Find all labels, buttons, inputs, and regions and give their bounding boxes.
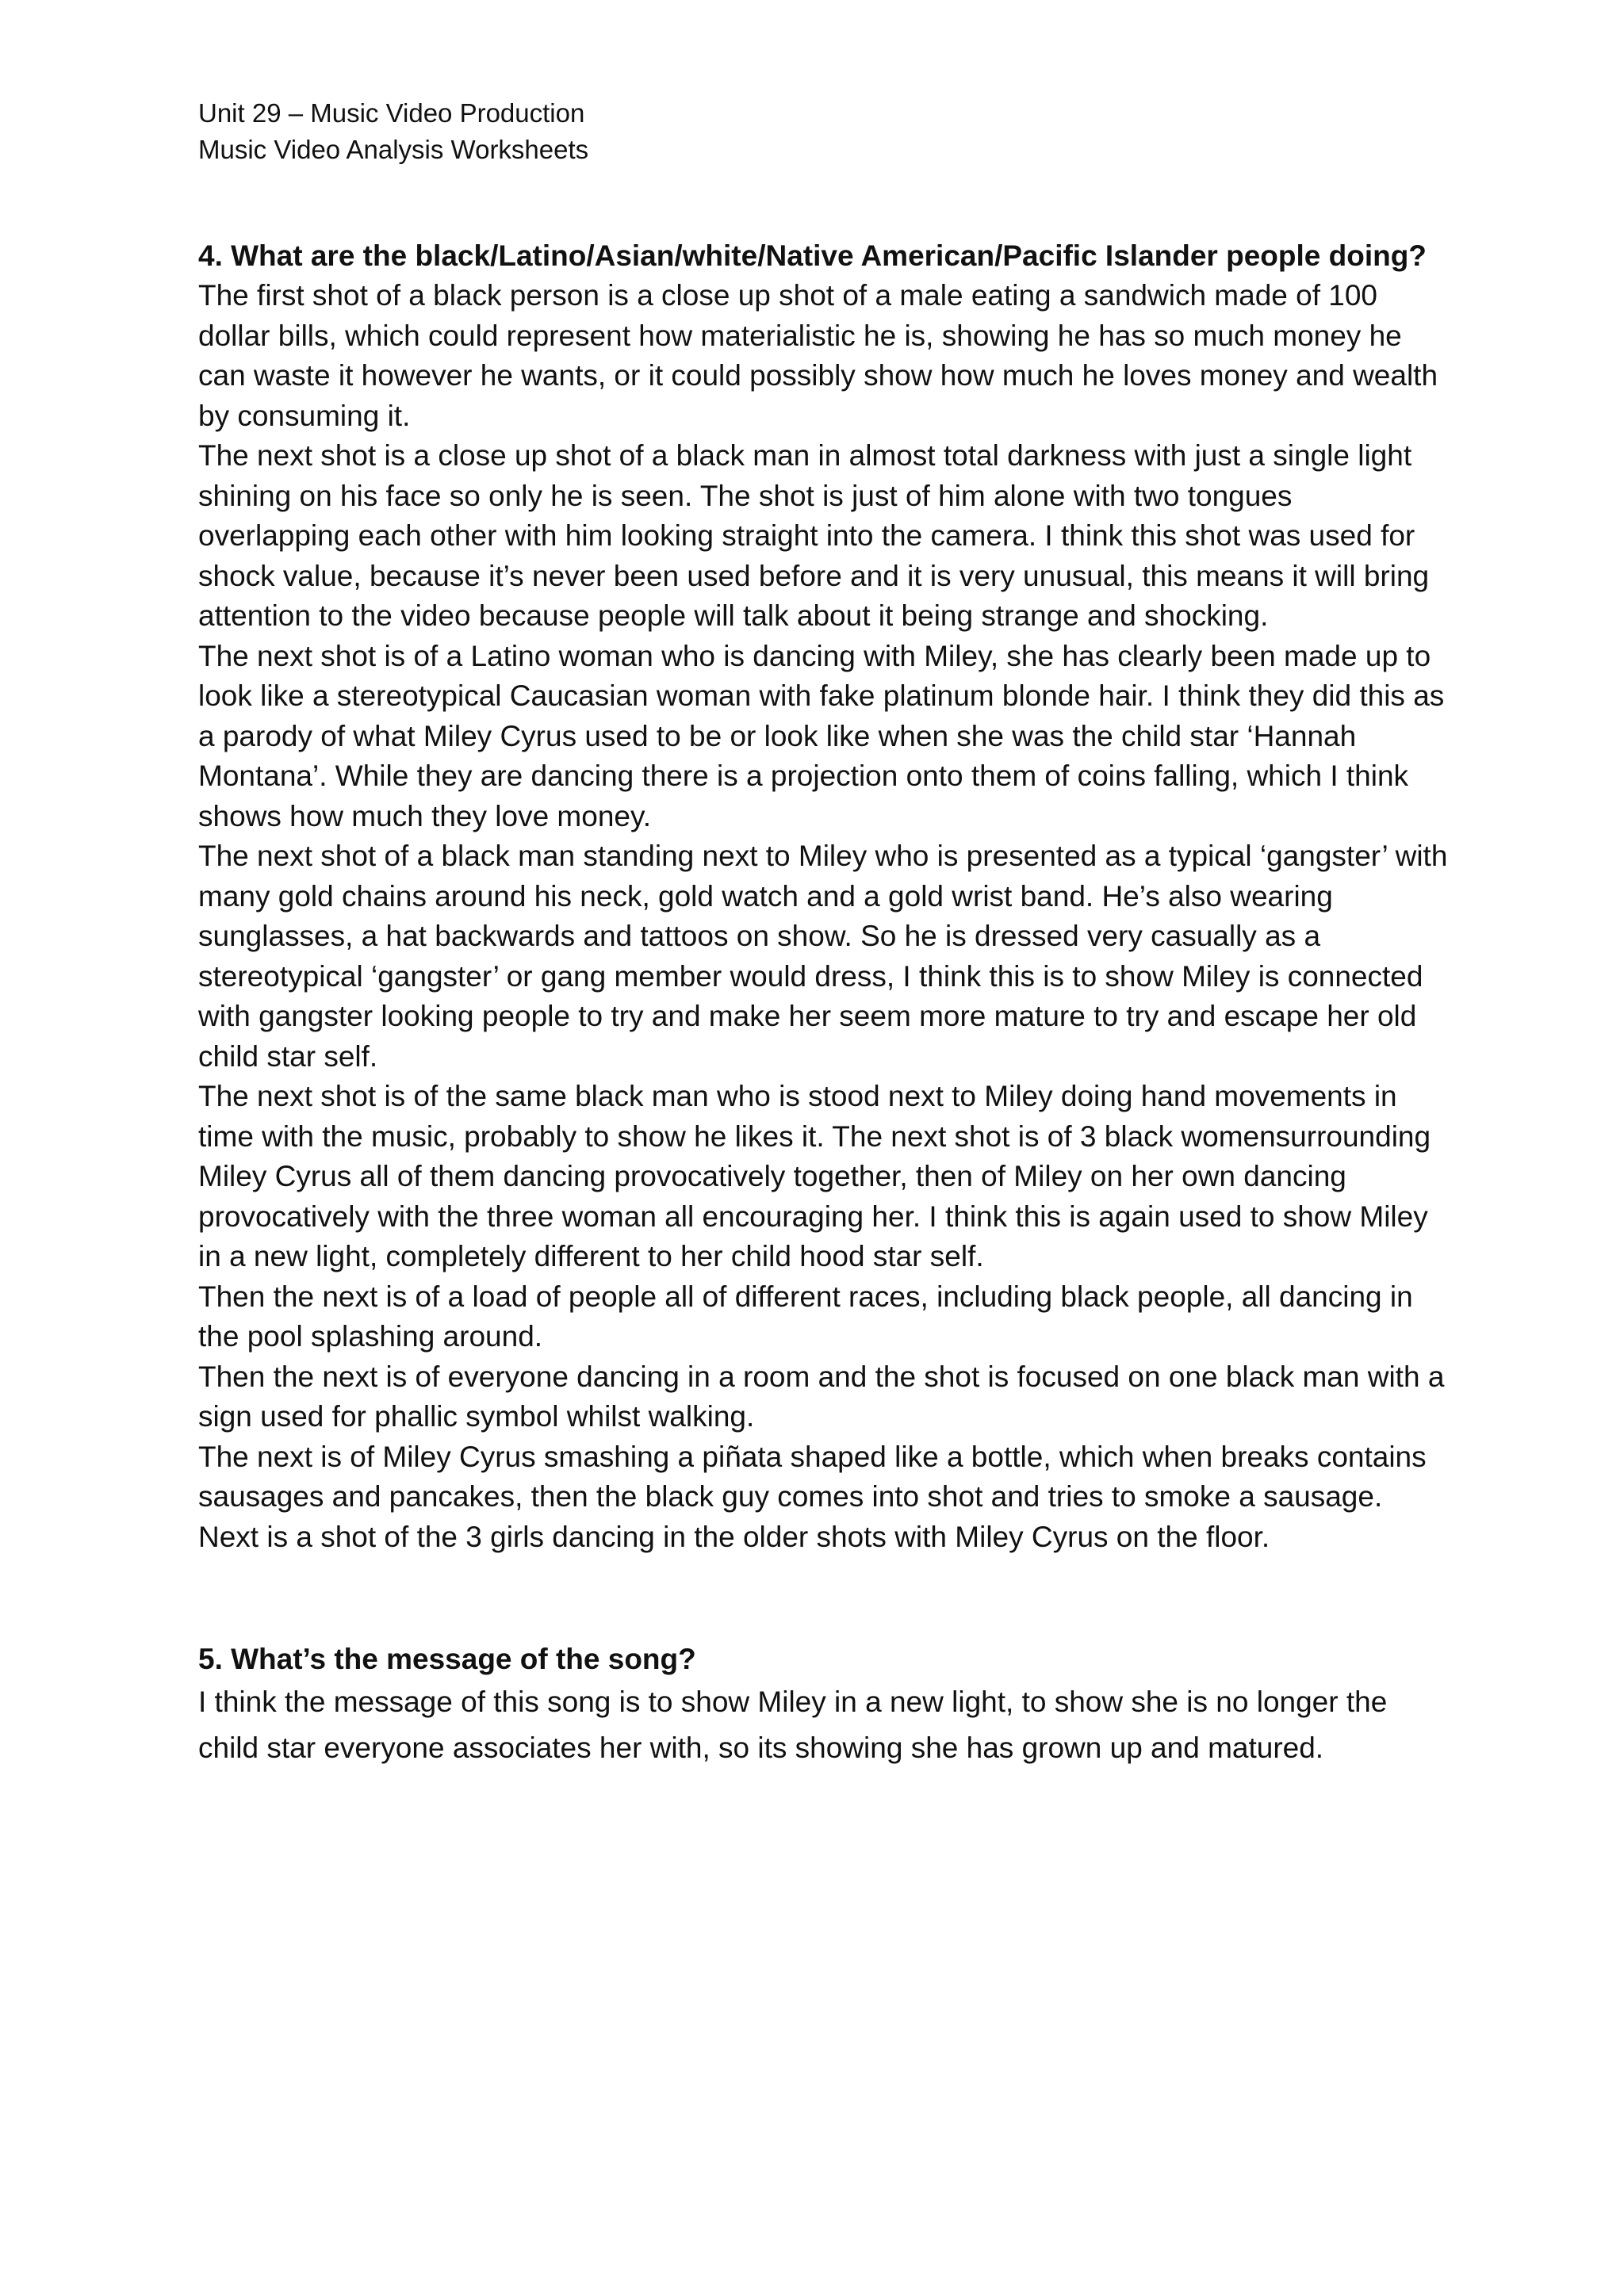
document-header: [198, 95, 1435, 168]
unit-title: Unit 29 – Music Video Production: [198, 98, 585, 128]
document-body: [198, 236, 1451, 1771]
q5-answer: I think the message of this song is to show Miley in a new light, to show she is no longer the child star everyone associates her with, so its showing she has grown up and matured.: [198, 1686, 1388, 1764]
section-spacer: [198, 1557, 1451, 1640]
question-4-section: [198, 236, 1451, 1557]
q4-paragraph-6: Then the next is of a load of people all of different races, including black people, all dancing in the pool splashing around.: [198, 1280, 1413, 1353]
question-4-heading: 4. What are the black/Latino/Asian/white/Native American/Pacific Islander people doing?: [198, 239, 1427, 272]
q4-paragraph-7: Then the next is of everyone dancing in a room and the shot is focused on one black man with a sign used for phallic symbol whilst walking.: [198, 1360, 1445, 1433]
worksheet-title: Music Video Analysis Worksheets: [198, 135, 589, 164]
q4-paragraph-5: The next shot is of the same black man who is stood next to Miley doing hand movements in time with the music, probably to show he likes it. The next shot is of 3 black womensurrounding Miley Cyrus all of them dancing provocatively together, then of Miley on her own dancing provocatively with the three woman all encouraging her. I think this is again used to show Miley in a new light, completely different to her child hood star self.: [198, 1080, 1431, 1272]
q4-paragraph-2: The next shot is a close up shot of a black man in almost total darkness with just a single light shining on his face so only he is seen. The shot is just of him alone with two tongues overlapping each other with him looking straight into the camera. I think this shot was used for shock value, because it’s never been used before and it is very unusual, this means it will bring attention to the video because people will talk about it being strange and shocking.: [198, 439, 1430, 632]
question-5-heading: 5. What’s the message of the song?: [198, 1643, 696, 1675]
question-5-section: [198, 1640, 1451, 1771]
q4-paragraph-4: The next shot of a black man standing next to Miley who is presented as a typical ‘gangster’ with many gold chains around his neck, gold watch and a gold wrist band. He’s also wearing sunglasses, a hat backwards and tattoos on show. So he is dressed very casually as a stereotypical ‘gangster’ or gang member would dress, I think this is to show Miley is connected with gangster looking people to try and make her seem more mature to try and escape her old child star self.: [198, 840, 1448, 1073]
q4-paragraph-3: The next shot is of a Latino woman who is dancing with Miley, she has clearly been made up to look like a stereotypical Caucasian woman with fake platinum blonde hair. I think they did this as a parody of what Miley Cyrus used to be or look like when she was the child star ‘Hannah Montana’. While they are dancing there is a projection onto them of coins falling, which I think shows how much they love money.: [198, 639, 1445, 832]
q4-paragraph-9: Next is a shot of the 3 girls dancing in the older shots with Miley Cyrus on the floor.: [198, 1520, 1270, 1553]
q4-paragraph-1: The first shot of a black person is a close up shot of a male eating a sandwich made of 100 dollar bills, which could represent how materialistic he is, showing he has so much money he can waste it however he wants, or it could possibly show how much he loves money and wealth by consuming it.: [198, 279, 1438, 432]
q4-paragraph-8: The next is of Miley Cyrus smashing a piñata shaped like a bottle, which when breaks contains sausages and pancakes, then the black guy comes into shot and tries to smoke a sausage.: [198, 1440, 1427, 1513]
